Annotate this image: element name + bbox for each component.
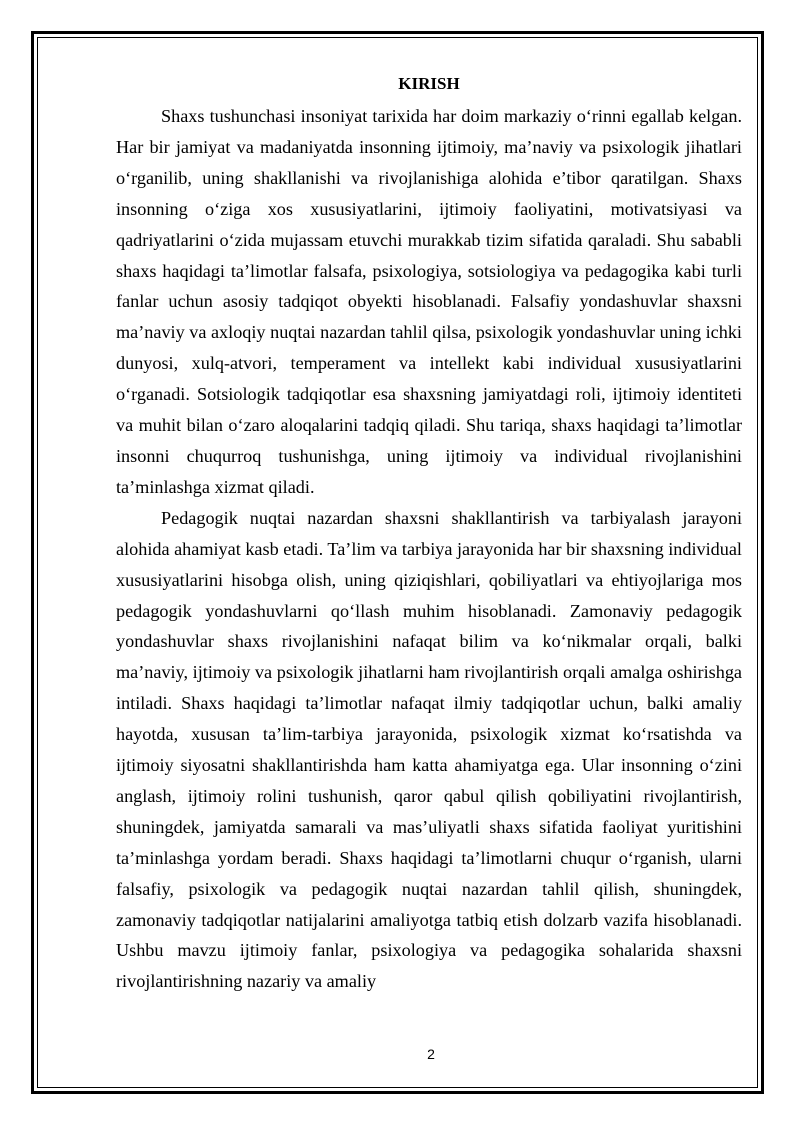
document-body <box>116 72 742 997</box>
paragraph-intro: Shaxs tushunchasi insoniyat tarixida har doim markaziy o‘rinni egallab kelgan. Har bir jamiyat va madaniyatda insonning ijtimoiy, ma’naviy va psixologik jihatlari o‘rganilib, uning shakllanishi va rivojlanishiga alohida e’tibor qaratilgan. Shaxs insonning o‘ziga xos xususiyatlarini, ijtimoiy faoliyatini, motivatsiyasi va qadriyatlarini o‘zida mujassam etuvchi murakkab tizim sifatida qaraladi. Shu sababli shaxs haqidagi ta’limotlar falsafa, psixologiya, sotsiologiya va pedagogika kabi turli fanlar uchun asosiy tadqiqot obyekti hisoblanadi. Falsafiy yondashuvlar shaxsni ma’naviy va axloqiy nuqtai nazardan tahlil qilsa, psixologik yondashuvlar uning ichki dunyosi, xulq-atvori, temperament va intellekt kabi individual xususiyatlarini o‘rganadi. Sotsiologik tadqiqotlar esa shaxsning jamiyatdagi roli, ijtimoiy identiteti va muhit bilan o‘zaro aloqalarini tadqiq qiladi. Shu tariqa, shaxs haqidagi ta’limotlar insonni chuqurroq tushunishga, uning ijtimoiy va individual rivojlanishini ta’minlashga xizmat qiladi. <box>116 106 742 497</box>
page-title: KIRISH <box>398 74 460 93</box>
page-number: 2 <box>427 1046 435 1062</box>
paragraph-pedagogy: Pedagogik nuqtai nazardan shaxsni shakllantirish va tarbiyalash jarayoni alohida ahamiyat kasb etadi. Ta’lim va tarbiya jarayonida har bir shaxsning individual xususiyatlarini hisobga olish, uning qiziqishlari, qobiliyatlari va ehtiyojlariga mos pedagogik yondashuvlarni qo‘llash muhim hisoblanadi. Zamonaviy pedagogik yondashuvlar shaxs rivojlanishini nafaqat bilim va ko‘nikmalar orqali, balki ma’naviy, ijtimoiy va psixologik jihatlarni ham rivojlantirish orqali amalga oshirishga intiladi. Shaxs haqidagi ta’limotlar nafaqat ilmiy tadqiqotlar uchun, balki amaliy hayotda, xususan ta’lim-tarbiya jarayonida, psixologik xizmat ko‘rsatishda va ijtimoiy siyosatni shakllantirishda ham katta ahamiyatga ega. Ular insonning o‘zini anglash, ijtimoiy rolini tushunish, qaror qabul qilish qobiliyatini rivojlantirish, shuningdek, jamiyatda samarali va mas’uliyatli shaxs sifatida faoliyat yuritishini ta’minlashga yordam beradi. Shaxs haqidagi ta’limotlarni chuqur o‘rganish, ularni falsafiy, psixologik va pedagogik nuqtai nazardan tahlil qilish, shuningdek, zamonaviy tadqiqotlar natijalarini amaliyotga tatbiq etish dolzarb vazifa hisoblanadi. Ushbu mavzu ijtimoiy fanlar, psixologiya va pedagogika sohalarida shaxsni rivojlantirishning nazariy va amaliy <box>116 507 742 992</box>
